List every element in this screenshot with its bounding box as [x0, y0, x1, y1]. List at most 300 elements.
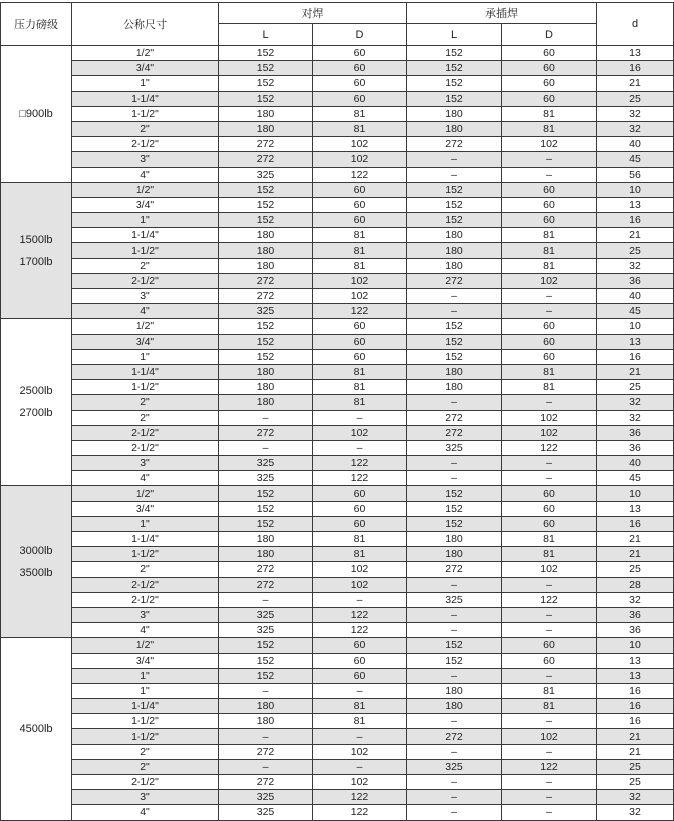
socket-weld-D-cell: 81	[502, 380, 597, 395]
table-row	[1, 197, 674, 212]
table-row	[1, 289, 674, 304]
socket-weld-L-cell: 272	[407, 425, 502, 440]
d-cell: 32	[597, 790, 674, 805]
nominal-size-header: 公称尺寸	[72, 3, 219, 46]
butt-weld-L-cell: 325	[219, 456, 313, 471]
d-cell: 25	[597, 759, 674, 774]
butt-weld-D-cell: 60	[313, 334, 407, 349]
socket-weld-L-cell: 180	[407, 228, 502, 243]
nominal-size-cell: 1/2"	[72, 638, 219, 653]
socket-weld-L-cell: –	[407, 623, 502, 638]
socket-weld-L-cell: 180	[407, 547, 502, 562]
butt-weld-D-cell: 81	[313, 547, 407, 562]
butt-weld-L-cell: 325	[219, 167, 313, 182]
table-row	[1, 744, 674, 759]
butt-weld-L-cell: 272	[219, 273, 313, 288]
butt-weld-L-cell: –	[219, 683, 313, 698]
nominal-size-cell: 1-1/4"	[72, 532, 219, 547]
d-cell: 21	[597, 547, 674, 562]
butt-weld-L-cell: 152	[219, 91, 313, 106]
butt-weld-D-cell: 60	[313, 668, 407, 683]
butt-weld-L-cell: 272	[219, 137, 313, 152]
butt-weld-L-cell: 180	[219, 228, 313, 243]
butt-weld-D-cell: 60	[313, 182, 407, 197]
table-row	[1, 319, 674, 334]
butt-weld-D-cell: 122	[313, 607, 407, 622]
nominal-size-cell: 3"	[72, 607, 219, 622]
butt-weld-D-cell: 60	[313, 501, 407, 516]
d-cell: 16	[597, 516, 674, 531]
d-cell: 21	[597, 228, 674, 243]
pressure-class-cell	[1, 46, 72, 183]
butt-weld-L-cell: 325	[219, 790, 313, 805]
d-cell: 13	[597, 334, 674, 349]
nominal-size-cell: 2-1/2"	[72, 137, 219, 152]
socket-weld-L-cell: 152	[407, 653, 502, 668]
nominal-size-cell: 2"	[72, 258, 219, 273]
table-row	[1, 699, 674, 714]
socket-weld-L-cell: 152	[407, 76, 502, 91]
table-row	[1, 653, 674, 668]
butt-weld-L-cell: 180	[219, 106, 313, 121]
socket-weld-L-cell: 152	[407, 213, 502, 228]
butt-weld-D-cell: 60	[313, 76, 407, 91]
d-cell: 25	[597, 243, 674, 258]
nominal-size-cell: 4"	[72, 805, 219, 820]
socket-weld-L-cell: 152	[407, 516, 502, 531]
socket-weld-D-cell: 81	[502, 532, 597, 547]
table-row	[1, 486, 674, 501]
socket-weld-L-cell: 272	[407, 562, 502, 577]
butt-weld-D-cell: 81	[313, 106, 407, 121]
butt-weld-L-cell: 152	[219, 46, 313, 61]
socket-weld-L-cell: 272	[407, 729, 502, 744]
pressure-class-label: 3000lb	[19, 544, 53, 557]
butt-weld-L-cell: 152	[219, 61, 313, 76]
butt-weld-L-cell: 325	[219, 805, 313, 820]
socket-weld-D-cell: –	[502, 668, 597, 683]
socket-weld-L-cell: –	[407, 805, 502, 820]
nominal-size-cell: 1-1/4"	[72, 364, 219, 379]
table-row	[1, 364, 674, 379]
butt-weld-D-cell: 60	[313, 653, 407, 668]
nominal-size-cell: 1"	[72, 668, 219, 683]
d-cell: 21	[597, 744, 674, 759]
socket-weld-L-cell: 180	[407, 532, 502, 547]
nominal-size-cell: 1-1/2"	[72, 380, 219, 395]
d-cell: 21	[597, 76, 674, 91]
socket-weld-L-cell: –	[407, 395, 502, 410]
socket-weld-L-cell: –	[407, 289, 502, 304]
pressure-class-label: 1700lb	[19, 255, 53, 268]
nominal-size-cell: 2"	[72, 759, 219, 774]
butt-weld-D-cell: 122	[313, 167, 407, 182]
nominal-size-cell: 1-1/4"	[72, 91, 219, 106]
d-cell: 25	[597, 380, 674, 395]
butt-weld-L-cell: 152	[219, 668, 313, 683]
socket-weld-D-cell: 60	[502, 501, 597, 516]
nominal-size-cell: 3"	[72, 790, 219, 805]
table-row	[1, 759, 674, 774]
socket-weld-D-cell: 81	[502, 364, 597, 379]
socket-weld-D-cell: 102	[502, 137, 597, 152]
butt-weld-D-cell: 102	[313, 744, 407, 759]
nominal-size-cell: 2-1/2"	[72, 425, 219, 440]
nominal-size-cell: 1-1/2"	[72, 547, 219, 562]
socket-weld-D-cell: –	[502, 744, 597, 759]
butt-weld-L-cell: 152	[219, 501, 313, 516]
socket-weld-L-cell: –	[407, 607, 502, 622]
butt-weld-L-cell: 152	[219, 334, 313, 349]
d-cell: 32	[597, 395, 674, 410]
nominal-size-cell: 2"	[72, 562, 219, 577]
butt-weld-D-cell: 81	[313, 532, 407, 547]
nominal-size-cell: 2-1/2"	[72, 273, 219, 288]
table-row	[1, 258, 674, 273]
socket-weld-D-cell: 102	[502, 273, 597, 288]
table-row	[1, 729, 674, 744]
butt-weld-L-cell: 180	[219, 547, 313, 562]
nominal-size-cell: 2-1/2"	[72, 775, 219, 790]
socket-weld-D-cell: 102	[502, 410, 597, 425]
socket-weld-D-cell: 60	[502, 197, 597, 212]
table-row	[1, 425, 674, 440]
table-row	[1, 304, 674, 319]
butt-weld-D-cell: –	[313, 759, 407, 774]
butt-weld-L-cell: –	[219, 440, 313, 455]
nominal-size-cell: 1-1/4"	[72, 699, 219, 714]
nominal-size-cell: 1"	[72, 349, 219, 364]
table-row	[1, 61, 674, 76]
nominal-size-cell: 4"	[72, 471, 219, 486]
d-cell: 13	[597, 46, 674, 61]
butt-weld-D-cell: 102	[313, 577, 407, 592]
table-row	[1, 243, 674, 258]
butt-weld-D-cell: 81	[313, 364, 407, 379]
socket-weld-D-cell: –	[502, 152, 597, 167]
socket-weld-L-cell: –	[407, 744, 502, 759]
nominal-size-cell: 2-1/2"	[72, 592, 219, 607]
nominal-size-cell: 3/4"	[72, 501, 219, 516]
butt-weld-L-cell: 152	[219, 76, 313, 91]
pressure-class-label: □900lb	[19, 107, 53, 120]
socket-weld-D-cell: –	[502, 304, 597, 319]
butt-weld-L-cell: 152	[219, 486, 313, 501]
d-header: d	[597, 3, 674, 46]
socket-weld-D-cell: 122	[502, 440, 597, 455]
nominal-size-cell: 1-1/4"	[72, 228, 219, 243]
socket-weld-L-cell: 152	[407, 638, 502, 653]
butt-weld-L-cell: 325	[219, 607, 313, 622]
butt-weld-L-cell: 180	[219, 699, 313, 714]
d-cell: 21	[597, 729, 674, 744]
socket-weld-D-cell: –	[502, 289, 597, 304]
d-cell: 36	[597, 425, 674, 440]
socket-weld-D-cell: –	[502, 623, 597, 638]
butt-weld-D-cell: 81	[313, 228, 407, 243]
socket-weld-D-cell: 60	[502, 653, 597, 668]
nominal-size-cell: 1"	[72, 213, 219, 228]
table-row	[1, 91, 674, 106]
butt-weld-L-cell: 180	[219, 714, 313, 729]
d-cell: 13	[597, 501, 674, 516]
table-row	[1, 76, 674, 91]
butt-weld-D-cell: 81	[313, 714, 407, 729]
pressure-class-label: 1500lb	[19, 233, 53, 246]
d-cell: 36	[597, 623, 674, 638]
socket-weld-D-cell: 81	[502, 258, 597, 273]
butt-weld-L-cell: 152	[219, 213, 313, 228]
socket-weld-L-cell: 272	[407, 273, 502, 288]
socket-weld-L-cell: 152	[407, 46, 502, 61]
socket-weld-L-header: L	[407, 24, 502, 46]
butt-weld-D-cell: 102	[313, 775, 407, 790]
nominal-size-cell: 1"	[72, 516, 219, 531]
table-row	[1, 501, 674, 516]
butt-weld-L-cell: 180	[219, 395, 313, 410]
socket-weld-D-cell: –	[502, 471, 597, 486]
socket-weld-D-cell: –	[502, 395, 597, 410]
butt-weld-L-cell: 272	[219, 775, 313, 790]
table-row	[1, 668, 674, 683]
butt-weld-D-cell: 102	[313, 425, 407, 440]
butt-weld-L-cell: –	[219, 729, 313, 744]
nominal-size-cell: 3"	[72, 456, 219, 471]
nominal-size-cell: 1/2"	[72, 486, 219, 501]
butt-weld-D-cell: –	[313, 440, 407, 455]
table-row	[1, 440, 674, 455]
socket-weld-header: 承插焊	[407, 3, 597, 24]
table-row	[1, 562, 674, 577]
butt-weld-D-cell: 60	[313, 349, 407, 364]
socket-weld-D-cell: 60	[502, 486, 597, 501]
socket-weld-D-cell: 60	[502, 182, 597, 197]
d-cell: 16	[597, 699, 674, 714]
butt-weld-D-cell: 60	[313, 61, 407, 76]
socket-weld-D-cell: –	[502, 790, 597, 805]
socket-weld-D-cell: 60	[502, 516, 597, 531]
socket-weld-L-cell: 152	[407, 182, 502, 197]
butt-weld-D-cell: 60	[313, 638, 407, 653]
table-row	[1, 182, 674, 197]
socket-weld-L-cell: 152	[407, 486, 502, 501]
butt-weld-L-cell: –	[219, 759, 313, 774]
socket-weld-L-cell: 152	[407, 501, 502, 516]
socket-weld-D-cell: 60	[502, 213, 597, 228]
d-cell: 13	[597, 668, 674, 683]
header-row-top	[1, 3, 674, 24]
nominal-size-cell: 3"	[72, 152, 219, 167]
table-row	[1, 167, 674, 182]
socket-weld-D-header: D	[502, 24, 597, 46]
table-row	[1, 152, 674, 167]
d-cell: 10	[597, 319, 674, 334]
d-cell: 45	[597, 304, 674, 319]
nominal-size-cell: 3/4"	[72, 653, 219, 668]
nominal-size-cell: 2"	[72, 744, 219, 759]
d-cell: 56	[597, 167, 674, 182]
socket-weld-D-cell: –	[502, 167, 597, 182]
table-row	[1, 395, 674, 410]
socket-weld-L-cell: –	[407, 714, 502, 729]
table-row	[1, 273, 674, 288]
socket-weld-L-cell: –	[407, 167, 502, 182]
d-cell: 32	[597, 121, 674, 136]
socket-weld-L-cell: 180	[407, 121, 502, 136]
nominal-size-cell: 1/2"	[72, 319, 219, 334]
d-cell: 16	[597, 349, 674, 364]
d-cell: 16	[597, 714, 674, 729]
socket-weld-D-cell: 60	[502, 638, 597, 653]
butt-weld-L-cell: 152	[219, 516, 313, 531]
butt-weld-L-cell: 152	[219, 319, 313, 334]
butt-weld-L-cell: 272	[219, 425, 313, 440]
butt-weld-L-cell: 325	[219, 304, 313, 319]
table-row	[1, 775, 674, 790]
table-row	[1, 714, 674, 729]
butt-weld-L-cell: 180	[219, 380, 313, 395]
d-cell: 25	[597, 91, 674, 106]
d-cell: 36	[597, 273, 674, 288]
socket-weld-D-cell: 81	[502, 547, 597, 562]
nominal-size-cell: 1-1/2"	[72, 106, 219, 121]
butt-weld-D-cell: 102	[313, 289, 407, 304]
nominal-size-cell: 4"	[72, 304, 219, 319]
socket-weld-D-cell: 81	[502, 106, 597, 121]
nominal-size-cell: 3/4"	[72, 334, 219, 349]
butt-weld-L-cell: 180	[219, 532, 313, 547]
socket-weld-D-cell: –	[502, 775, 597, 790]
socket-weld-L-cell: 325	[407, 592, 502, 607]
butt-weld-D-cell: 122	[313, 790, 407, 805]
table-row	[1, 805, 674, 820]
butt-weld-L-cell: 180	[219, 121, 313, 136]
socket-weld-L-cell: –	[407, 790, 502, 805]
butt-weld-D-cell: 60	[313, 516, 407, 531]
nominal-size-cell: 1/2"	[72, 182, 219, 197]
butt-weld-D-cell: 60	[313, 213, 407, 228]
socket-weld-D-cell: –	[502, 456, 597, 471]
socket-weld-D-cell: 81	[502, 243, 597, 258]
nominal-size-cell: 1-1/2"	[72, 729, 219, 744]
table-row	[1, 592, 674, 607]
nominal-size-cell: 2-1/2"	[72, 440, 219, 455]
socket-weld-L-cell: 325	[407, 759, 502, 774]
d-cell: 25	[597, 775, 674, 790]
table-row	[1, 516, 674, 531]
d-cell: 32	[597, 106, 674, 121]
socket-weld-L-cell: 152	[407, 91, 502, 106]
d-cell: 16	[597, 683, 674, 698]
table-row	[1, 577, 674, 592]
nominal-size-cell: 1-1/2"	[72, 714, 219, 729]
d-cell: 10	[597, 486, 674, 501]
table-row	[1, 623, 674, 638]
socket-weld-D-cell: 60	[502, 349, 597, 364]
socket-weld-L-cell: 180	[407, 258, 502, 273]
d-cell: 10	[597, 182, 674, 197]
butt-weld-D-cell: 122	[313, 304, 407, 319]
butt-weld-L-cell: 325	[219, 623, 313, 638]
nominal-size-cell: 1-1/2"	[72, 243, 219, 258]
pressure-class-dimension-table	[0, 2, 674, 821]
pressure-class-label: 3500lb	[19, 566, 53, 579]
butt-weld-L-cell: 272	[219, 152, 313, 167]
pressure-class-cell	[1, 319, 72, 486]
socket-weld-D-cell: 102	[502, 562, 597, 577]
socket-weld-D-cell: 60	[502, 334, 597, 349]
butt-weld-D-cell: –	[313, 729, 407, 744]
socket-weld-L-cell: 180	[407, 699, 502, 714]
table-row	[1, 137, 674, 152]
table-row	[1, 638, 674, 653]
table-row	[1, 790, 674, 805]
socket-weld-L-cell: 152	[407, 334, 502, 349]
d-cell: 45	[597, 471, 674, 486]
butt-weld-L-cell: 272	[219, 562, 313, 577]
nominal-size-cell: 3/4"	[72, 197, 219, 212]
socket-weld-D-cell: 122	[502, 592, 597, 607]
nominal-size-cell: 2-1/2"	[72, 577, 219, 592]
pressure-class-label: 2500lb	[19, 385, 53, 398]
d-cell: 28	[597, 577, 674, 592]
table-row	[1, 228, 674, 243]
butt-weld-D-cell: –	[313, 592, 407, 607]
d-cell: 32	[597, 410, 674, 425]
d-cell: 13	[597, 653, 674, 668]
butt-weld-D-cell: –	[313, 410, 407, 425]
butt-weld-L-cell: 272	[219, 744, 313, 759]
nominal-size-cell: 1"	[72, 683, 219, 698]
socket-weld-D-cell: 102	[502, 729, 597, 744]
butt-weld-L-cell: 152	[219, 197, 313, 212]
d-cell: 10	[597, 638, 674, 653]
butt-weld-D-cell: 122	[313, 623, 407, 638]
table-row	[1, 349, 674, 364]
table-row	[1, 456, 674, 471]
butt-weld-L-cell: 180	[219, 258, 313, 273]
butt-weld-L-cell: 180	[219, 364, 313, 379]
socket-weld-L-cell: 272	[407, 137, 502, 152]
butt-weld-D-cell: 102	[313, 152, 407, 167]
table-row	[1, 471, 674, 486]
socket-weld-D-cell: 81	[502, 699, 597, 714]
butt-weld-D-cell: 122	[313, 456, 407, 471]
socket-weld-L-cell: 180	[407, 683, 502, 698]
socket-weld-L-cell: 180	[407, 364, 502, 379]
butt-weld-D-cell: 122	[313, 805, 407, 820]
butt-weld-L-cell: –	[219, 592, 313, 607]
socket-weld-L-cell: 180	[407, 380, 502, 395]
socket-weld-D-cell: 60	[502, 61, 597, 76]
socket-weld-L-cell: –	[407, 471, 502, 486]
butt-weld-D-cell: 81	[313, 121, 407, 136]
nominal-size-cell: 2"	[72, 121, 219, 136]
butt-weld-L-cell: 152	[219, 653, 313, 668]
socket-weld-L-cell: 180	[407, 243, 502, 258]
d-cell: 45	[597, 152, 674, 167]
pressure-class-header: 压力磅级	[1, 3, 72, 46]
d-cell: 32	[597, 258, 674, 273]
socket-weld-L-cell: –	[407, 775, 502, 790]
table-row	[1, 46, 674, 61]
socket-weld-L-cell: –	[407, 304, 502, 319]
socket-weld-D-cell: 102	[502, 425, 597, 440]
table-row	[1, 532, 674, 547]
nominal-size-cell: 2"	[72, 395, 219, 410]
butt-weld-D-cell: 60	[313, 197, 407, 212]
butt-weld-D-cell: 122	[313, 471, 407, 486]
